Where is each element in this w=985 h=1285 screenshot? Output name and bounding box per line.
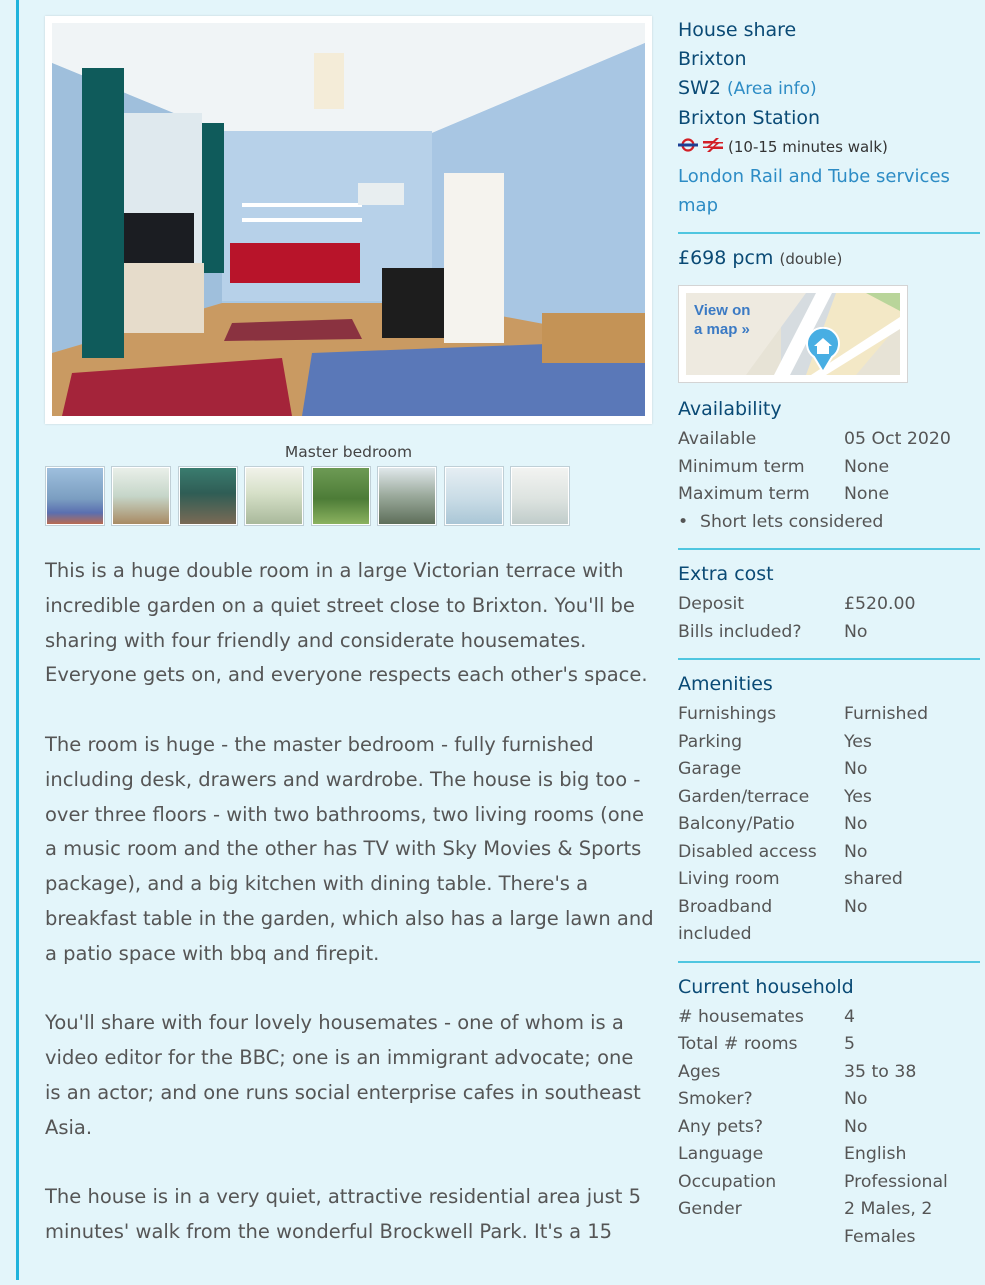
main-photo[interactable] [45, 16, 652, 424]
household-label: Any pets? [678, 1116, 764, 1137]
household-value: 35 to 38 [844, 1061, 917, 1082]
table-row [678, 481, 951, 509]
extra-cost-title: Extra cost [678, 563, 774, 585]
household-value: 2 Males, 2 Females [844, 1199, 933, 1247]
divider [678, 961, 980, 963]
table-row [678, 894, 928, 949]
table-row [678, 701, 928, 729]
postcode: SW2 [678, 77, 721, 99]
household-label: # housemates [678, 1006, 804, 1027]
amenity-label: Parking [678, 731, 743, 752]
rail-tube-map-link[interactable]: London Rail and Tube services map [678, 166, 950, 216]
amenity-value: Furnished [844, 704, 929, 724]
nearest-station: Brixton Station [678, 107, 821, 129]
amenity-value: No [844, 759, 868, 779]
availability-value: None [844, 484, 890, 504]
availability-value: None [844, 456, 890, 477]
table-row [678, 784, 928, 812]
household-value: No [844, 1089, 868, 1109]
divider [678, 658, 980, 660]
household-value: Professional [844, 1171, 948, 1192]
description-paragraph: You'll share with four lovely housemates - one of whom is a video editor for the BBC; one is an immigrant advocate; one is an actor; and one runs social enterprise cafes in southeast Asia. [45, 1011, 641, 1139]
table-row [678, 839, 928, 867]
map-button-label[interactable] [694, 301, 750, 339]
price [678, 247, 980, 269]
amenity-value: No [844, 814, 868, 834]
household-value: No [844, 1116, 868, 1137]
listing-sidebar [678, 16, 980, 1251]
cost-label: Bills included? [678, 621, 802, 642]
table-row [678, 1004, 980, 1032]
map-pin-icon [804, 327, 842, 375]
table-row [678, 1086, 980, 1114]
table-row [678, 426, 951, 454]
amenity-value: No [844, 896, 868, 917]
description-paragraph: The house is in a very quiet, attractive residential area just 5 minutes' walk from the wonderful Brockwell Park. It's a 15 [45, 1185, 641, 1244]
availability-table [678, 426, 951, 509]
description-paragraph: The room is huge - the master bedroom - fully furnished including desk, drawers and wardrobe. The house is big too - over three floors - with two bathrooms, two living rooms (one a music room and the other has TV with Sky Movies & Sports package), and a big kitchen with dining table. There's a breakfast table in the garden, which also has a large lawn and a patio space with bbq and firepit. [45, 732, 654, 965]
bedroom-photo[interactable] [52, 23, 645, 416]
cost-label: Deposit [678, 594, 745, 614]
availability-value: 05 Oct 2020 [844, 429, 951, 449]
amenity-label: Furnishings [678, 704, 777, 724]
household-label: Ages [678, 1061, 721, 1082]
table-row [678, 866, 928, 894]
household-label: Total # rooms [678, 1034, 798, 1054]
tube-icon [678, 133, 698, 162]
property-type: House share [678, 19, 797, 41]
thumbnail-bathroom-2[interactable] [510, 466, 570, 526]
table-row [678, 1169, 980, 1197]
household-label: Smoker? [678, 1089, 753, 1109]
household-table [678, 1004, 980, 1252]
view-on-map-button[interactable] [678, 285, 908, 383]
thumbnail-street[interactable] [377, 466, 437, 526]
table-row [678, 756, 928, 784]
table-row [678, 1031, 980, 1059]
availability-label: Maximum term [678, 484, 810, 504]
availability-label: Available [678, 429, 757, 449]
household-label: Occupation [678, 1171, 777, 1192]
amenity-label: Garage [678, 759, 742, 779]
household-label: Gender [678, 1199, 742, 1219]
thumbnail-living-room[interactable] [178, 466, 238, 526]
thumbnail-garden[interactable] [311, 466, 371, 526]
thumbnail-dining-room[interactable] [111, 466, 171, 526]
table-row [678, 729, 928, 757]
map-thumbnail[interactable] [686, 293, 900, 375]
thumbnail-bathroom[interactable] [444, 466, 504, 526]
cost-value: No [844, 621, 868, 642]
postcode-line [678, 74, 980, 104]
household-value: 4 [844, 1006, 855, 1027]
amenity-label: Disabled access [678, 841, 817, 862]
amenity-value: No [844, 841, 868, 862]
table-row [678, 1196, 980, 1251]
station-info [678, 133, 980, 162]
amenities-table [678, 701, 928, 949]
amenity-label: Garden/terrace [678, 786, 810, 807]
thumbnail-kitchen[interactable] [244, 466, 304, 526]
amenity-label: Balcony/Patio [678, 814, 795, 834]
amenity-value: Yes [844, 731, 872, 752]
amenities-title: Amenities [678, 673, 773, 695]
map-button-line2[interactable]: a map » [694, 321, 750, 338]
description-paragraph: This is a huge double room in a large Victorian terrace with incredible garden on a quiet street close to Brixton. You'll be sharing with four friendly and considerate housemates. Everyone gets on, and everyone respects each other's space. [45, 559, 648, 687]
cost-value: £520.00 [844, 594, 916, 614]
household-value: 5 [844, 1034, 855, 1054]
table-row [678, 1059, 980, 1087]
table-row [678, 811, 928, 839]
walk-time: (10-15 minutes walk) [728, 138, 888, 156]
area-name: Brixton [678, 48, 747, 70]
extra-cost-table [678, 591, 915, 646]
rail-icon [702, 133, 724, 162]
availability-label: Minimum term [678, 456, 805, 477]
photo-caption: Master bedroom [284, 443, 413, 461]
area-info-link-text[interactable]: Area info [733, 79, 811, 99]
table-row [678, 591, 915, 619]
table-row [678, 619, 915, 647]
divider [678, 232, 980, 234]
household-title: Current household [678, 975, 854, 998]
area-info-link[interactable]: (Area info) [726, 79, 817, 99]
availability-title: Availability [678, 398, 782, 420]
table-row [678, 1114, 980, 1142]
household-value: English [844, 1144, 907, 1164]
amenity-label: Living room [678, 869, 780, 889]
short-lets-note: • Short lets considered [678, 509, 980, 537]
divider [678, 548, 980, 550]
amenity-value: shared [844, 869, 903, 889]
price-amount: £698 pcm [678, 247, 774, 269]
table-row [678, 1141, 980, 1169]
amenity-value: Yes [844, 786, 872, 807]
table-row [678, 454, 951, 482]
household-label: Language [678, 1144, 764, 1164]
listing-content [19, 0, 985, 1280]
amenity-label: Broadband included [678, 896, 773, 944]
map-button-line1[interactable]: View on [694, 302, 751, 319]
thumbnail-bedroom[interactable] [45, 466, 105, 526]
listing-description [45, 554, 655, 1285]
room-type: (double) [779, 250, 843, 268]
